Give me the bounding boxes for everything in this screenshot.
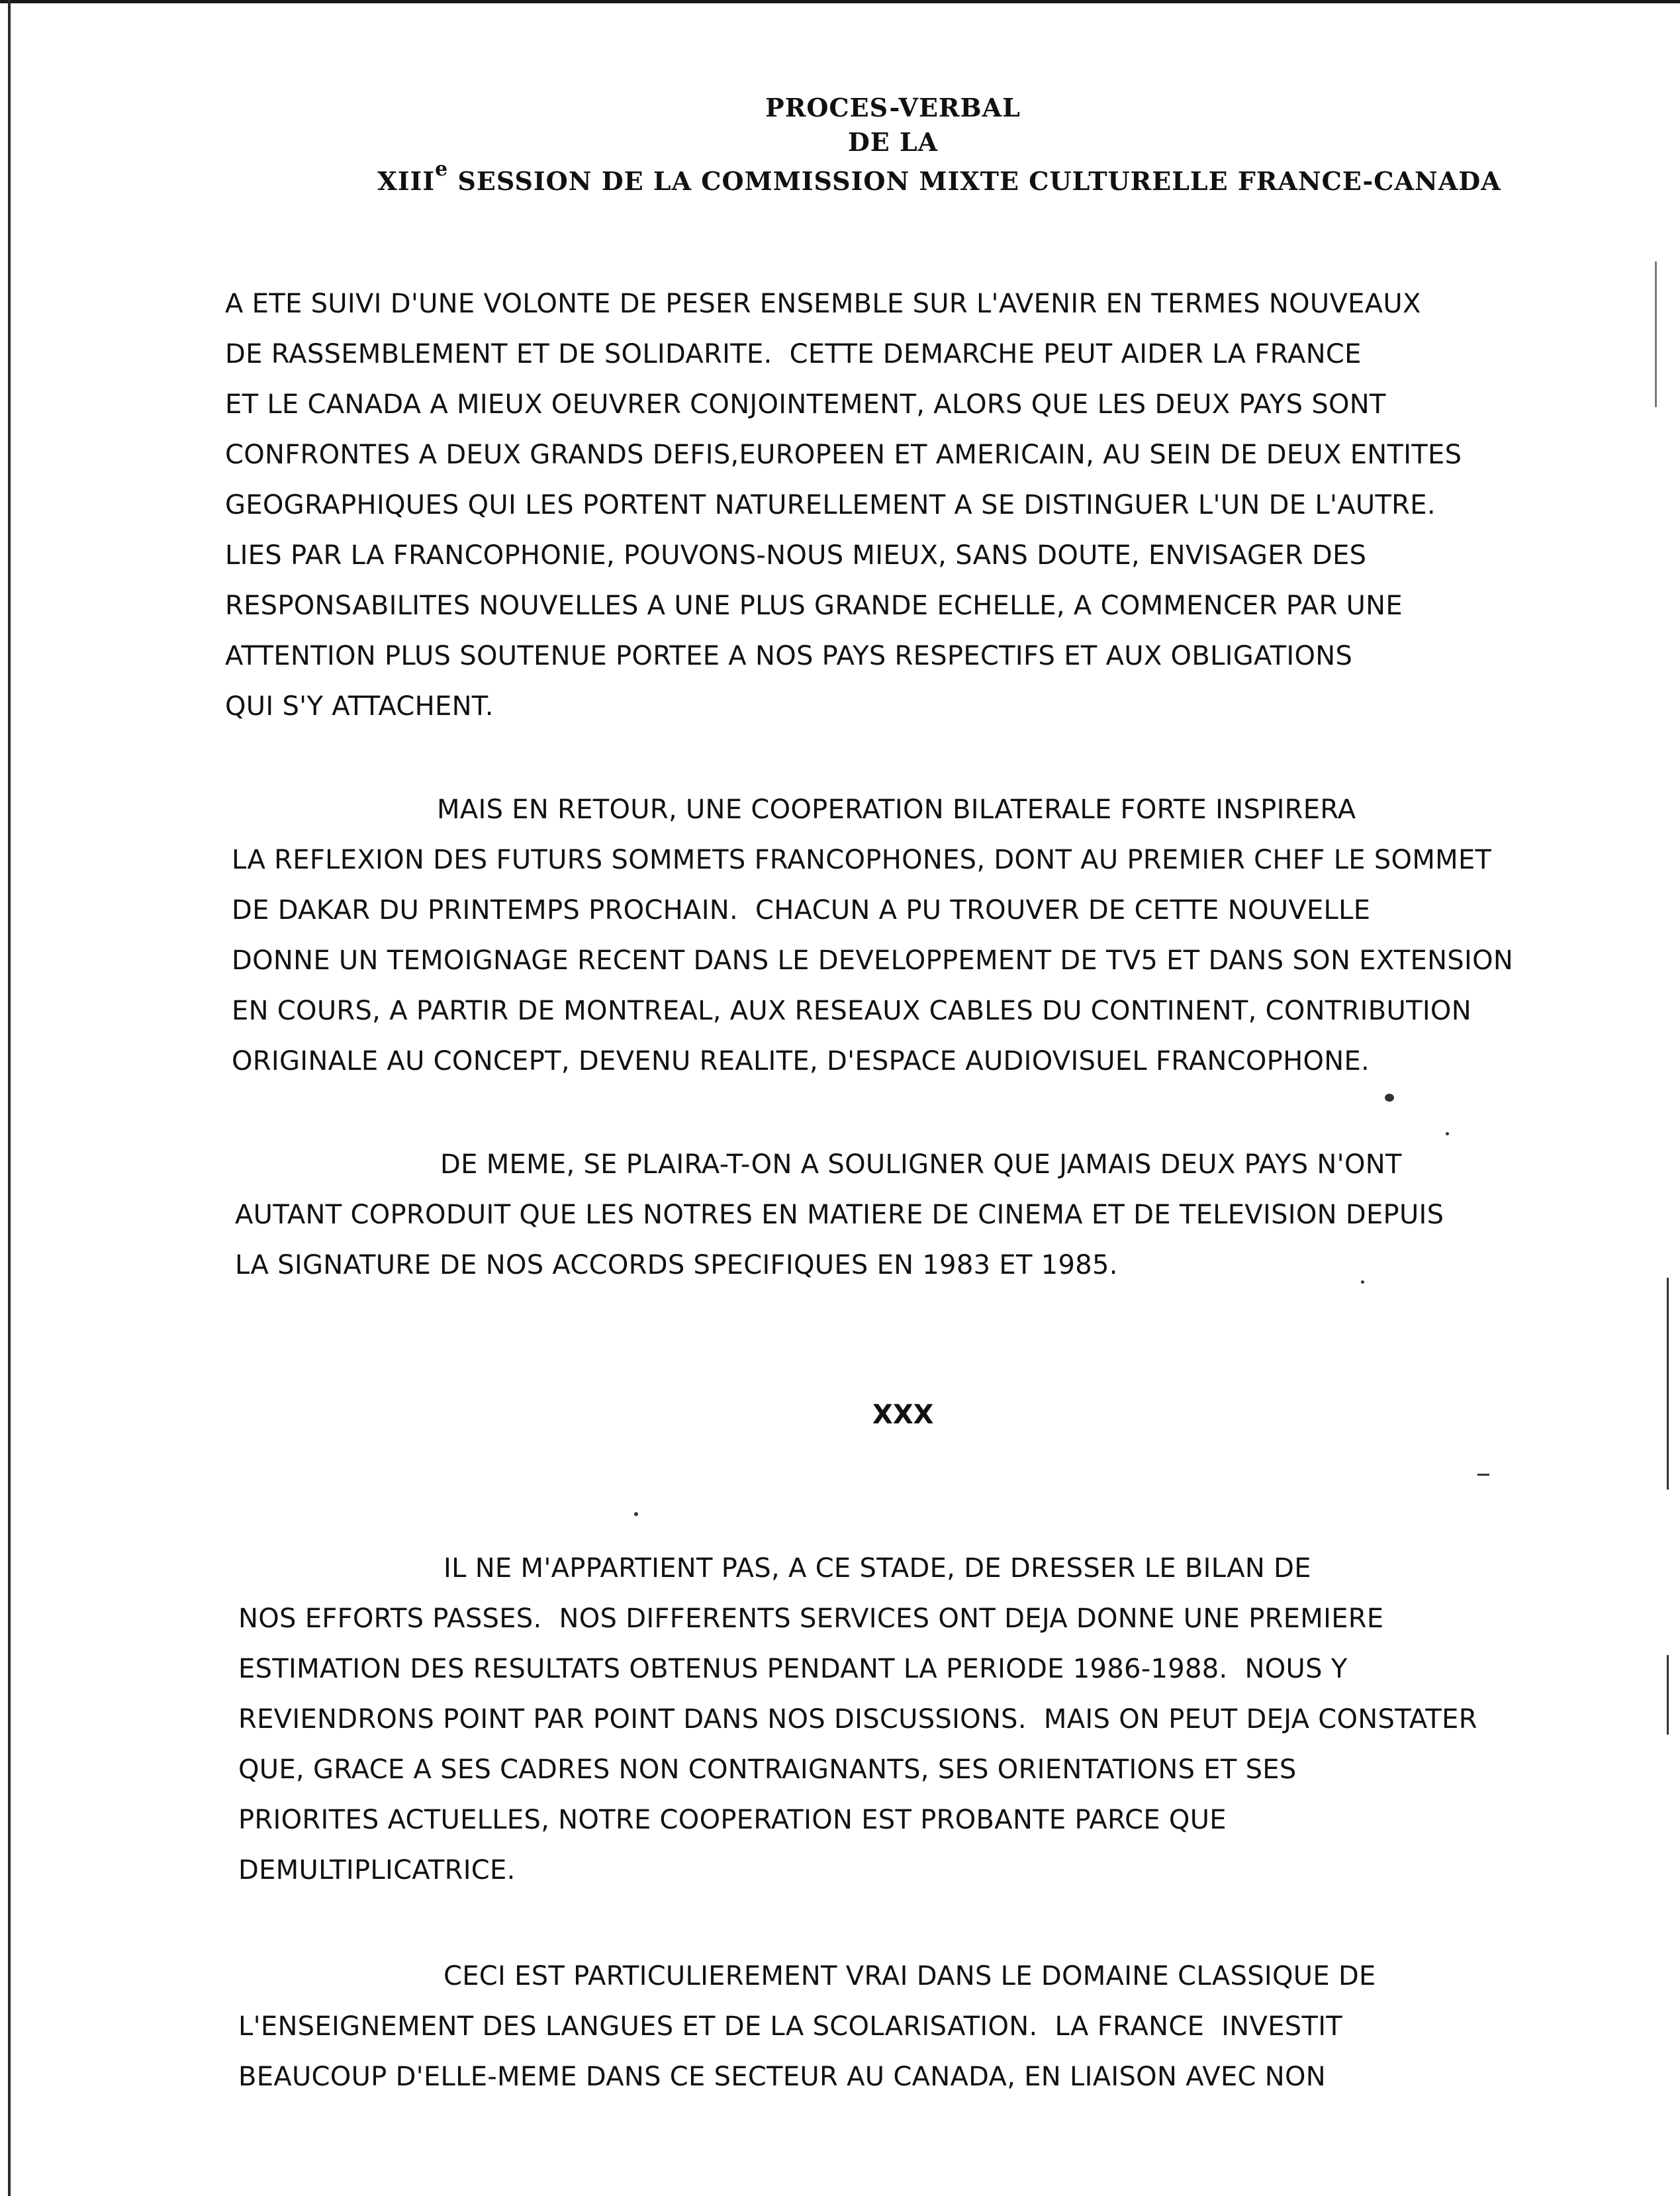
text-line: NOS EFFORTS PASSES. NOS DIFFERENTS SERVICES ONT DEJA DONNE UNE PREMIERE bbox=[238, 1603, 1384, 1634]
ink-dot bbox=[1361, 1280, 1364, 1284]
text-line: RESPONSABILITES NOUVELLES A UNE PLUS GRANDE ECHELLE, A COMMENCER PAR UNE bbox=[225, 591, 1403, 621]
ink-dot bbox=[634, 1512, 638, 1516]
scan-artifact bbox=[1667, 1278, 1669, 1490]
text-line: IL NE M'APPARTIENT PAS, A CE STADE, DE DRESSER LE BILAN DE bbox=[443, 1553, 1311, 1584]
text-line: ATTENTION PLUS SOUTENUE PORTEE A NOS PAYS RESPECTIFS ET AUX OBLIGATIONS bbox=[225, 641, 1353, 671]
scan-artifact bbox=[1655, 262, 1657, 407]
session-ordinal: e bbox=[435, 158, 449, 181]
text-line: BEAUCOUP D'ELLE-MEME DANS CE SECTEUR AU CANADA, EN LIAISON AVEC NON bbox=[238, 2062, 1327, 2092]
text-line: LA REFLEXION DES FUTURS SOMMETS FRANCOPHONES, DONT AU PREMIER CHEF LE SOMMET bbox=[232, 845, 1492, 875]
text-line: ET LE CANADA A MIEUX OEUVRER CONJOINTEMENT, ALORS QUE LES DEUX PAYS SONT bbox=[225, 389, 1386, 420]
scan-top-edge bbox=[0, 0, 1680, 3]
text-line: DEMULTIPLICATRICE. bbox=[238, 1855, 516, 1886]
text-line: REVIENDRONS POINT PAR POINT DANS NOS DISCUSSIONS. MAIS ON PEUT DEJA CONSTATER bbox=[238, 1704, 1477, 1735]
ink-dot bbox=[1446, 1132, 1449, 1135]
text-line: GEOGRAPHIQUES QUI LES PORTENT NATURELLEMENT A SE DISTINGUER L'UN DE L'AUTRE. bbox=[225, 490, 1436, 520]
text-line: DE RASSEMBLEMENT ET DE SOLIDARITE. CETTE DEMARCHE PEUT AIDER LA FRANCE bbox=[225, 339, 1362, 369]
text-line: LA SIGNATURE DE NOS ACCORDS SPECIFIQUES EN 1983 ET 1985. bbox=[235, 1250, 1118, 1280]
text-line: CECI EST PARTICULIEREMENT VRAI DANS LE DOMAINE CLASSIQUE DE bbox=[443, 1961, 1376, 1991]
session-title: SESSION DE LA COMMISSION MIXTE CULTURELLE FRANCE-CANADA bbox=[448, 166, 1501, 196]
text-line: MAIS EN RETOUR, UNE COOPERATION BILATERALE FORTE INSPIRERA bbox=[437, 794, 1356, 825]
text-line: QUI S'Y ATTACHENT. bbox=[225, 691, 494, 722]
text-line: DONNE UN TEMOIGNAGE RECENT DANS LE DEVELOPPEMENT DE TV5 ET DANS SON EXTENSION bbox=[232, 945, 1514, 976]
text-line: ESTIMATION DES RESULTATS OBTENUS PENDANT LA PERIODE 1986-1988. NOUS Y bbox=[238, 1654, 1348, 1684]
scan-left-edge bbox=[8, 0, 11, 2196]
ink-mark bbox=[1477, 1474, 1489, 1476]
scan-artifact bbox=[1667, 1655, 1669, 1735]
section-separator: XXX bbox=[872, 1400, 934, 1430]
text-line: QUE, GRACE A SES CADRES NON CONTRAIGNANTS, SES ORIENTATIONS ET SES bbox=[238, 1754, 1297, 1785]
session-number: XIII bbox=[377, 166, 436, 196]
document-title: PROCES-VERBAL bbox=[765, 93, 1021, 122]
text-line: CONFRONTES A DEUX GRANDS DEFIS,EUROPEEN ET AMERICAIN, AU SEIN DE DEUX ENTITES bbox=[225, 440, 1462, 470]
document-title-line-2: DE LA bbox=[847, 127, 939, 157]
text-line: DE MEME, SE PLAIRA-T-ON A SOULIGNER QUE JAMAIS DEUX PAYS N'ONT bbox=[440, 1149, 1402, 1180]
text-line: ORIGINALE AU CONCEPT, DEVENU REALITE, D'ESPACE AUDIOVISUEL FRANCOPHONE. bbox=[232, 1046, 1370, 1076]
text-line: A ETE SUIVI D'UNE VOLONTE DE PESER ENSEMBLE SUR L'AVENIR EN TERMES NOUVEAUX bbox=[225, 289, 1421, 319]
document-subtitle bbox=[99, 158, 1680, 196]
text-line: LIES PAR LA FRANCOPHONIE, POUVONS-NOUS MIEUX, SANS DOUTE, ENVISAGER DES bbox=[225, 540, 1367, 571]
text-line: EN COURS, A PARTIR DE MONTREAL, AUX RESEAUX CABLES DU CONTINENT, CONTRIBUTION bbox=[232, 996, 1471, 1026]
text-line: PRIORITES ACTUELLES, NOTRE COOPERATION EST PROBANTE PARCE QUE bbox=[238, 1805, 1227, 1835]
ink-dot bbox=[1385, 1094, 1394, 1102]
text-line: L'ENSEIGNEMENT DES LANGUES ET DE LA SCOLARISATION. LA FRANCE INVESTIT bbox=[238, 2011, 1343, 2042]
text-line: AUTANT COPRODUIT QUE LES NOTRES EN MATIERE DE CINEMA ET DE TELEVISION DEPUIS bbox=[235, 1200, 1444, 1230]
text-line: DE DAKAR DU PRINTEMPS PROCHAIN. CHACUN A PU TROUVER DE CETTE NOUVELLE bbox=[232, 895, 1371, 926]
